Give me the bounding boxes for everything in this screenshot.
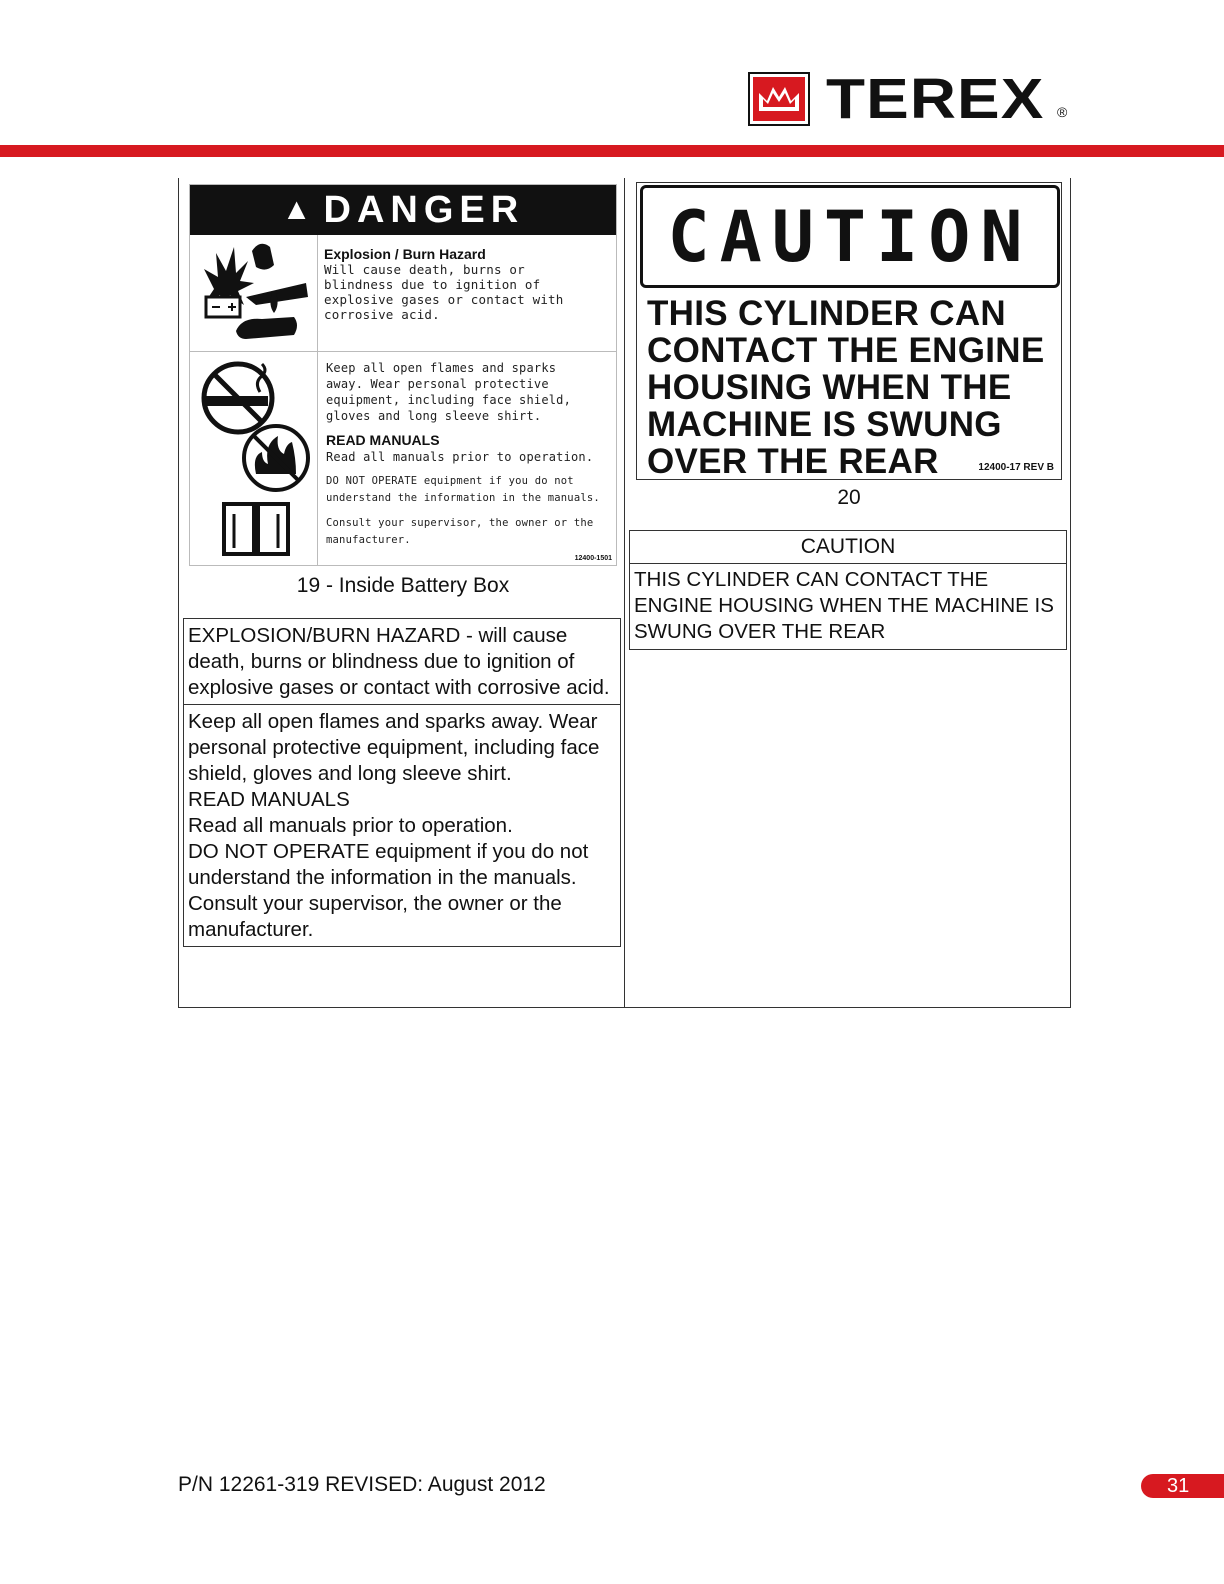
terex-crown-icon xyxy=(748,72,810,126)
consult-text: Consult your supervisor, the owner or the manufacturer. xyxy=(188,892,562,941)
caution-part-code: 12400-17 REV B xyxy=(978,462,1054,473)
read-manuals-title: READ MANUALS xyxy=(326,432,440,448)
figure-caption-19: 19 - Inside Battery Box xyxy=(296,574,510,597)
hazard-text xyxy=(324,247,564,322)
terex-logo xyxy=(748,67,1045,131)
figure-caption-20: 20 xyxy=(837,486,861,509)
warning-triangle-icon: ▲ xyxy=(281,193,312,226)
explosion-battery-icon xyxy=(196,239,312,347)
caution-table-header: CAUTION xyxy=(630,531,1066,564)
decal-20-text-table xyxy=(629,530,1067,650)
instruction-text xyxy=(326,360,600,548)
consult-line: Consult your supervisor, the owner or the xyxy=(326,517,594,529)
do-not-operate-line: understand the information in the manuals. xyxy=(326,492,600,504)
hazard-description: EXPLOSION/BURN HAZARD - will cause death, burns or blindness due to ignition of explosive gases or contact with corrosive acid. xyxy=(188,624,610,699)
instruction-line: Keep all open flames and sparks xyxy=(326,361,557,375)
page-number: 31 xyxy=(1141,1474,1224,1498)
hazard-line: explosive gases or contact with xyxy=(324,292,564,307)
caution-signal-word: CAUTION xyxy=(640,185,1060,288)
hazard-line: blindness due to ignition of xyxy=(324,277,541,292)
read-manuals-heading: READ MANUALS xyxy=(188,788,350,811)
caution-line: MACHINE IS SWUNG xyxy=(647,405,1002,444)
caution-message xyxy=(647,295,1045,480)
no-flame-icon xyxy=(240,422,312,494)
danger-signal-word: DANGER xyxy=(323,188,525,231)
do-not-operate-line: DO NOT OPERATE equipment if you do not xyxy=(326,475,574,487)
keep-away-text: Keep all open flames and sparks away. Wear personal protective equipment, including face shield, gloves and long sleeve shirt. xyxy=(188,710,600,785)
instruction-line: away. Wear personal protective xyxy=(326,377,549,391)
consult-line: manufacturer. xyxy=(326,534,411,546)
caution-decal xyxy=(636,182,1062,480)
hazard-cell xyxy=(184,619,620,705)
read-line: Read all manuals prior to operation. xyxy=(326,450,594,464)
hazard-row xyxy=(190,235,616,352)
caution-line: HOUSING WHEN THE xyxy=(647,368,1012,407)
decal-table xyxy=(178,178,1071,1008)
caution-line: OVER THE REAR xyxy=(647,442,939,481)
read-all-text: Read all manuals prior to operation. xyxy=(188,814,513,837)
hazard-line: corrosive acid. xyxy=(324,307,440,322)
hazard-title: Explosion / Burn Hazard xyxy=(324,246,486,262)
manual-book-icon xyxy=(220,498,292,560)
column-divider xyxy=(624,178,625,1007)
caution-table-body: THIS CYLINDER CAN CONTACT THE ENGINE HOUSING WHEN THE MACHINE IS SWUNG OVER THE REAR xyxy=(634,568,1054,643)
decal-part-code: 12400-1501 xyxy=(574,555,612,562)
instruction-row xyxy=(190,352,616,565)
hazard-line: Will cause death, burns or xyxy=(324,262,525,277)
footer-part-number: P/N 12261-319 REVISED: August 2012 xyxy=(178,1473,546,1496)
danger-decal xyxy=(189,184,617,566)
instruction-line: equipment, including face shield, xyxy=(326,393,572,407)
do-not-operate-text: DO NOT OPERATE equipment if you do not understand the information in the manuals. xyxy=(188,840,589,889)
caution-line: CONTACT THE ENGINE xyxy=(647,331,1045,370)
header-rule xyxy=(0,145,1224,157)
instruction-line: gloves and long sleeve shirt. xyxy=(326,409,542,423)
instructions-cell xyxy=(184,705,620,946)
caution-line: THIS CYLINDER CAN xyxy=(647,294,1006,333)
decal-19-text-table xyxy=(183,618,621,947)
brand-name: TEREX xyxy=(826,67,1045,131)
registered-mark: ® xyxy=(1057,104,1068,120)
danger-header xyxy=(190,185,616,235)
